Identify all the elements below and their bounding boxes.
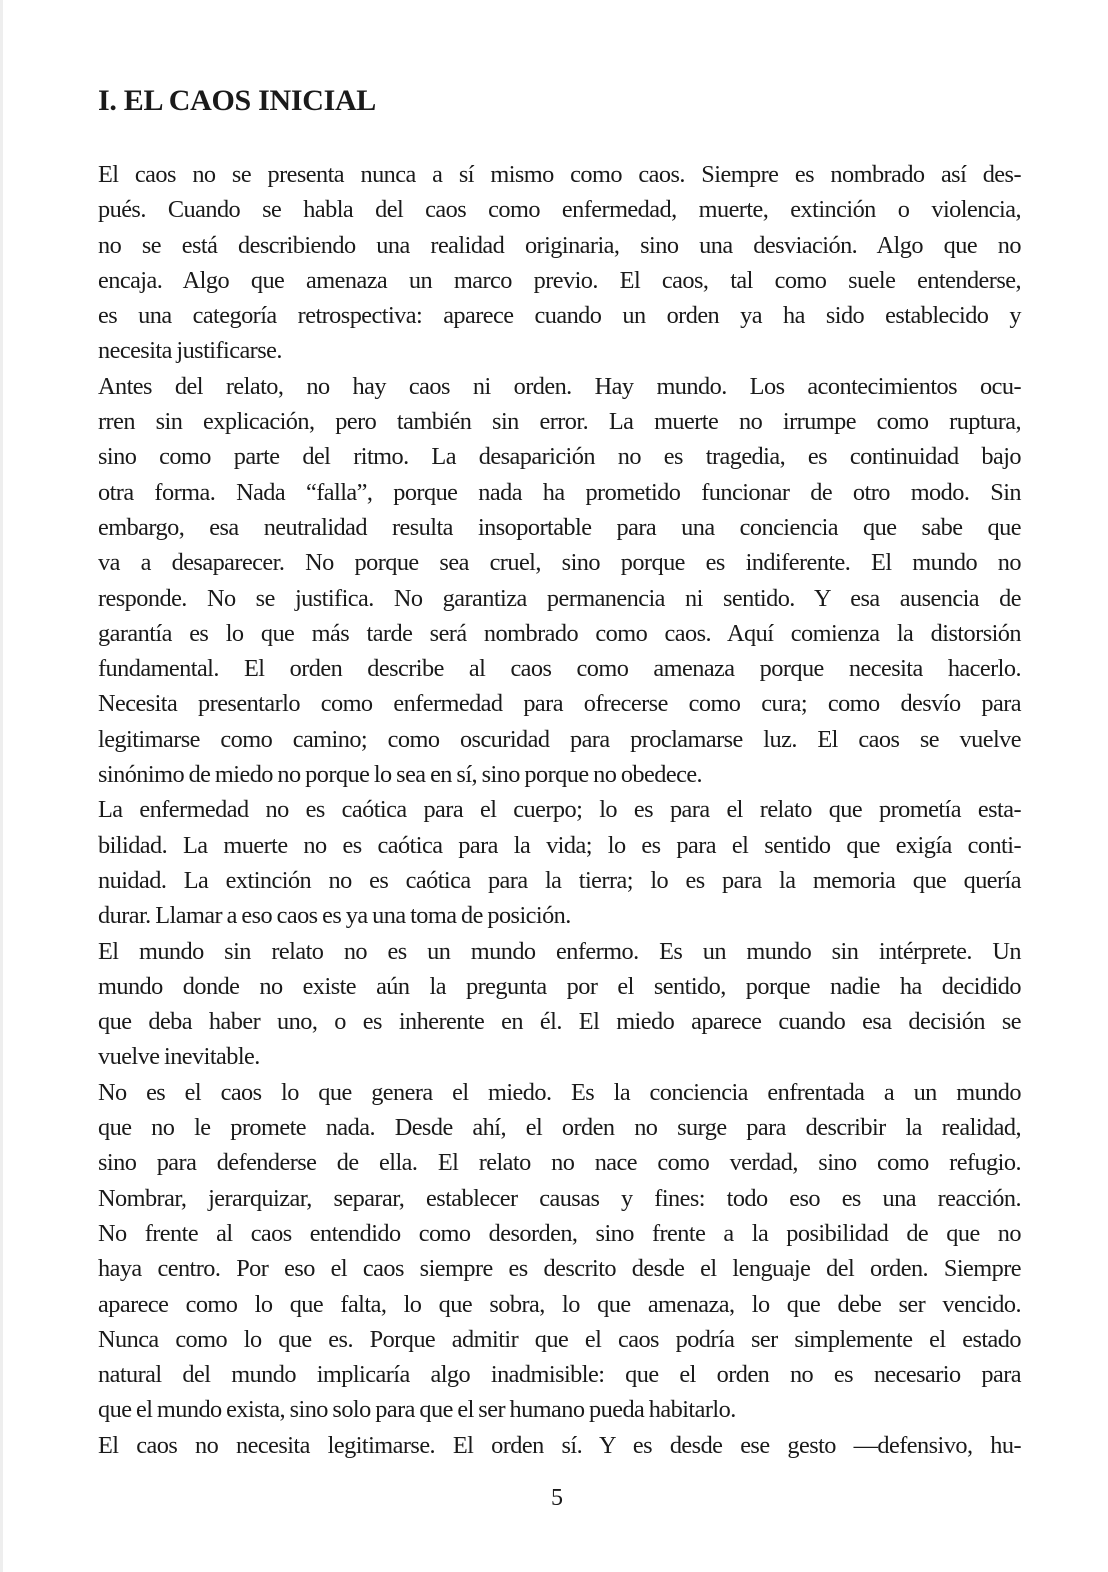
text-line: Nunca como lo que es. Porque admitir que el caos podría ser simplemente el estado bbox=[98, 1325, 1021, 1353]
text-line: embargo, esa neutralidad resulta insoportable para una conciencia que sabe que bbox=[98, 513, 1021, 541]
text-line: El caos no se presenta nunca a sí mismo como caos. Siempre es nombrado así des- bbox=[98, 161, 1021, 188]
text-line: necesita justificarse. bbox=[98, 337, 282, 365]
text-line: encaja. Algo que amenaza un marco previo. El caos, tal como suele entenderse, bbox=[98, 266, 1021, 294]
text-line: otra forma. Nada “falla”, porque nada ha prometido funcionar de otro modo. Sin bbox=[98, 478, 1021, 506]
text-line: mundo donde no existe aún la pregunta por el sentido, porque nadie ha decidido bbox=[98, 972, 1021, 1000]
text-line: pués. Cuando se habla del caos como enfermedad, muerte, extinción o violencia, bbox=[98, 196, 1021, 224]
text-line: sinónimo de miedo no porque lo sea en sí, sino porque no obedece. bbox=[98, 761, 703, 789]
text-line: No frente al caos entendido como desorden, sino frente a la posibilidad de que no bbox=[98, 1219, 1021, 1247]
text-line: Necesita presentarlo como enfermedad para ofrecerse como cura; como desvío para bbox=[98, 690, 1021, 718]
chapter-title: I. EL CAOS INICIAL bbox=[98, 84, 377, 117]
text-line: que deba haber uno, o es inherente en él. El miedo aparece cuando esa decisión se bbox=[98, 1008, 1021, 1036]
text-line: durar. Llamar a eso caos es ya una toma de posición. bbox=[98, 902, 571, 930]
text-line: legitimarse como camino; como oscuridad para proclamarse luz. El caos se vuelve bbox=[98, 725, 1021, 753]
text-line: garantía es lo que más tarde será nombrado como caos. Aquí comienza la distorsión bbox=[98, 619, 1021, 647]
text-line: responde. No se justifica. No garantiza permanencia ni sentido. Y esa ausencia de bbox=[98, 584, 1021, 612]
body-text bbox=[98, 157, 1021, 1463]
text-line: vuelve inevitable. bbox=[98, 1043, 260, 1071]
text-line: No es el caos lo que genera el miedo. Es la conciencia enfrentada a un mundo bbox=[98, 1078, 1021, 1106]
text-line: nuidad. La extinción no es caótica para la tierra; lo es para la memoria que quería bbox=[98, 866, 1021, 894]
text-line: va a desaparecer. No porque sea cruel, sino porque es indiferente. El mundo no bbox=[98, 549, 1021, 577]
text-line: Antes del relato, no hay caos ni orden. Hay mundo. Los acontecimientos ocu- bbox=[98, 372, 1021, 400]
text-line: La enfermedad no es caótica para el cuerpo; lo es para el relato que prometía esta- bbox=[98, 796, 1021, 824]
text-line: sino como parte del ritmo. La desaparición no es tragedia, es continuidad bajo bbox=[98, 443, 1021, 471]
text-line: haya centro. Por eso el caos siempre es descrito desde el lenguaje del orden. Siempre bbox=[98, 1255, 1021, 1283]
text-line: que no le promete nada. Desde ahí, el orden no surge para describir la realidad, bbox=[98, 1114, 1021, 1142]
page-number: 5 bbox=[551, 1485, 563, 1511]
text-line: no se está describiendo una realidad originaria, sino una desviación. Algo que no bbox=[98, 231, 1021, 259]
text-line: rren sin explicación, pero también sin error. La muerte no irrumpe como ruptura, bbox=[98, 408, 1021, 436]
text-line: sino para defenderse de ella. El relato no nace como verdad, sino como refugio. bbox=[98, 1149, 1021, 1177]
text-line: aparece como lo que falta, lo que sobra, lo que amenaza, lo que debe ser vencido. bbox=[98, 1290, 1021, 1318]
text-line: natural del mundo implicaría algo inadmisible: que el orden no es necesario para bbox=[98, 1361, 1021, 1389]
text-line: que el mundo exista, sino solo para que el ser humano pueda habitarlo. bbox=[98, 1396, 736, 1424]
text-line: fundamental. El orden describe al caos como amenaza porque necesita hacerlo. bbox=[98, 655, 1021, 683]
text-line: El mundo sin relato no es un mundo enfermo. Es un mundo sin intérprete. Un bbox=[98, 937, 1021, 965]
text-line: es una categoría retrospectiva: aparece cuando un orden ya ha sido establecido y bbox=[98, 302, 1021, 330]
text-line: Nombrar, jerarquizar, separar, establecer causas y fines: todo eso es una reacción. bbox=[98, 1184, 1021, 1212]
text-line: El caos no necesita legitimarse. El orden sí. Y es desde ese gesto —defensivo, hu- bbox=[98, 1431, 1021, 1459]
text-line: bilidad. La muerte no es caótica para la vida; lo es para el sentido que exigía conti- bbox=[98, 831, 1021, 859]
